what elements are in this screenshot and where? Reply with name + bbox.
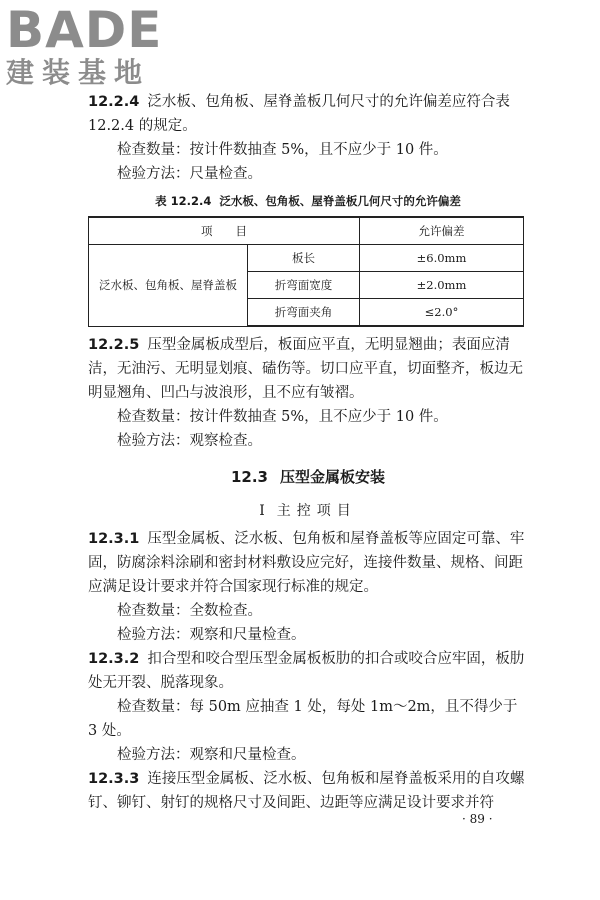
clause-12-3-3 (88, 767, 528, 815)
clause-number: 12.3.3 (88, 771, 140, 787)
table-title: 泛水板、包角板、屋脊盖板几何尺寸的允许偏差 (219, 194, 461, 208)
tolerance-table (88, 216, 524, 327)
clause-text: 连接压型金属板、泛水板、包角板和屋脊盖板采用的自攻螺钉、铆钉、射钉的规格尺寸及间距、边距等应满足设计要求并符 (88, 771, 525, 811)
header-item: 项 目 (89, 217, 360, 245)
subsection-title: 主控项目 (276, 503, 357, 519)
check-quantity: 检查数量：每 50m 应抽查 1 处，每处 1m～2m，且不得少于 3 处。 (88, 699, 518, 739)
watermark-logo (6, 1, 186, 89)
clause-12-3-2 (88, 647, 528, 695)
clause-number: 12.3.1 (88, 531, 140, 547)
check-quantity: 检查数量：按计件数抽查 5%，且不应少于 10 件。 (117, 142, 448, 158)
row-tolerance: ±2.0mm (360, 272, 524, 299)
check-method: 检验方法：观察和尺量检查。 (117, 627, 306, 643)
watermark-subtitle: 建装基地 (6, 56, 151, 89)
clause-text: 扣合型和咬合型压型金属板板肋的扣合或咬合应牢固，板肋处无开裂、脱落现象。 (88, 651, 525, 691)
clause-text: 压型金属板、泛水板、包角板和屋脊盖板等应固定可靠、牢固，防腐涂料涂刷和密封材料敷设应完好，连接件数量、规格、间距应满足设计要求并符合国家现行标准的规定。 (88, 531, 525, 595)
clause-number: 12.3.2 (88, 651, 140, 667)
clause-12-2-5 (88, 333, 528, 405)
check-quantity: 检查数量：按计件数抽查 5%，且不应少于 10 件。 (117, 409, 448, 425)
check-method: 检验方法：观察检查。 (117, 433, 262, 449)
clause-number: 12.2.5 (88, 337, 140, 353)
table-row (89, 245, 524, 272)
section-heading (88, 465, 528, 489)
clause-number: 12.2.4 (88, 94, 140, 110)
table-header-row (89, 217, 524, 245)
clause-12-2-4 (88, 90, 528, 138)
document-page (88, 90, 528, 815)
row-item: 折弯面宽度 (248, 272, 360, 299)
row-tolerance: ≤2.0° (360, 299, 524, 327)
group-label: 泛水板、包角板、屋脊盖板 (89, 245, 248, 327)
watermark-brand: BADE (6, 1, 163, 59)
clause-text: 泛水板、包角板、屋脊盖板几何尺寸的允许偏差应符合表12.2.4 的规定。 (88, 94, 510, 134)
check-method: 检验方法：观察和尺量检查。 (117, 747, 306, 763)
check-quantity: 检查数量：全数检查。 (117, 603, 262, 619)
row-item: 板长 (248, 245, 360, 272)
header-tolerance: 允许偏差 (360, 217, 524, 245)
page-number: · 89 · (462, 812, 493, 826)
clause-12-3-1 (88, 527, 528, 599)
table-caption (88, 192, 528, 210)
section-number: 12.3 (230, 468, 268, 486)
table-number: 表 12.2.4 (155, 194, 212, 208)
row-tolerance: ±6.0mm (360, 245, 524, 272)
subsection-heading (88, 499, 528, 523)
row-item: 折弯面夹角 (248, 299, 360, 327)
section-title: 压型金属板安装 (280, 468, 386, 486)
subsection-roman: Ⅰ (259, 503, 265, 519)
clause-text: 压型金属板成型后，板面应平直，无明显翘曲；表面应清洁，无油污、无明显划痕、磕伤等。切口应平直，切面整齐，板边无明显翘角、凹凸与波浪形，且不应有皱褶。 (88, 337, 523, 401)
check-method: 检验方法：尺量检查。 (117, 166, 262, 182)
